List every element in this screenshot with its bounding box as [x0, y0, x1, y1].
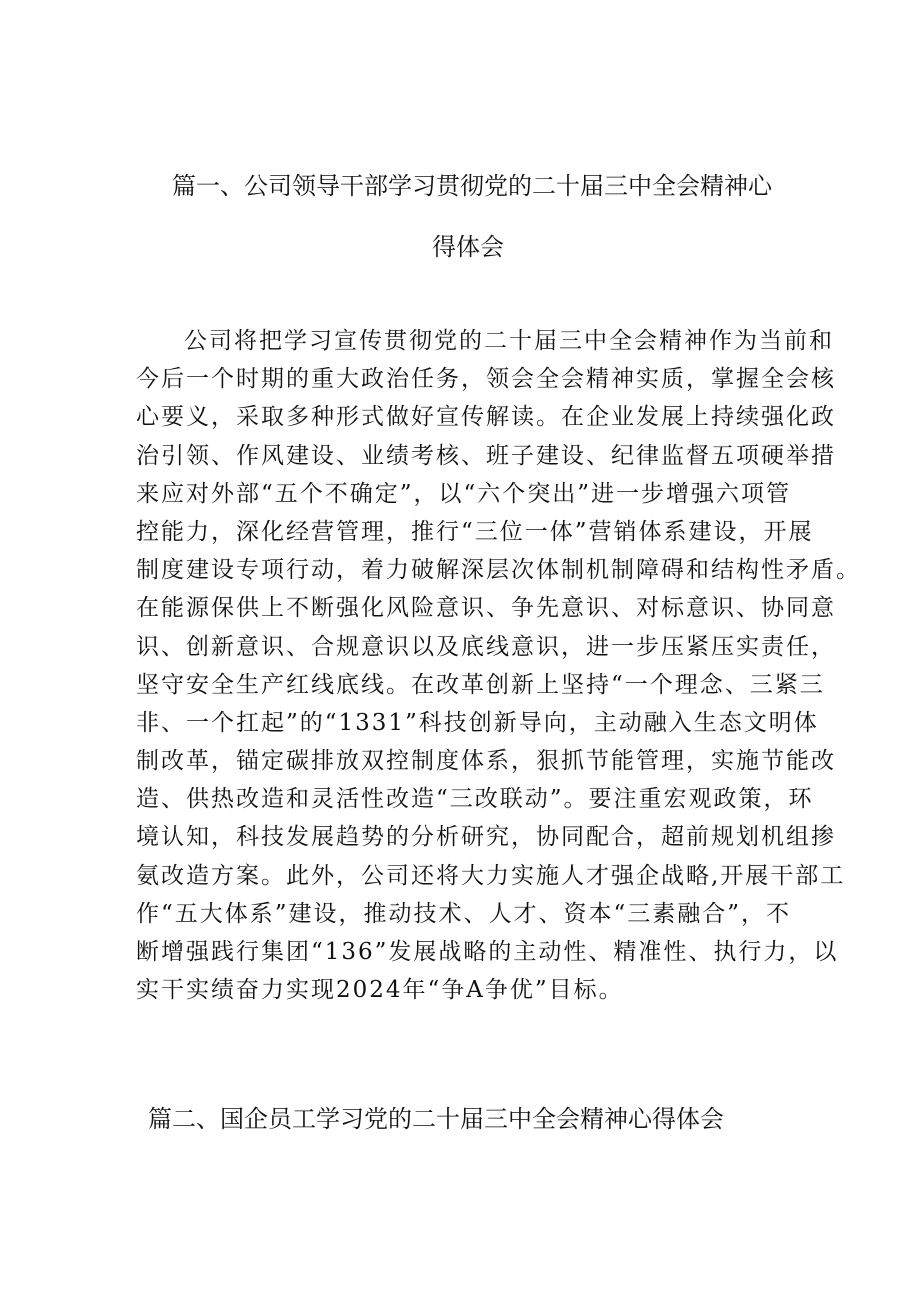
body-line: 心要义，采取多种形式做好宣传解读。在企业发展上持续强化政: [136, 404, 836, 431]
body-line: 公司将把学习宣传贯彻党的二十届三中全会精神作为当前和: [184, 328, 834, 354]
next-article-title: 篇二、国企员工学习党的二十届三中全会精神心得体会: [148, 1105, 724, 1133]
body-line: 氨改造方案。此外，公司还将大力实施人才强企战略,开展干部工: [136, 862, 846, 889]
body-line: 今后一个时期的重大政治任务，领会全会精神实质，掌握全会核: [136, 366, 836, 393]
body-line: 在能源保供上不断强化风险意识、争先意识、对标意识、协同意: [136, 595, 836, 622]
body-line: 控能力，深化经营管理，推行“三位一体”营销体系建设，开展: [136, 518, 814, 545]
body-line: 实干实绩奋力实现2024年“争A争优”目标。: [136, 977, 624, 1004]
body-line: 作“五大体系”建设，推动技术、人才、资本“三素融合”，不: [136, 900, 792, 927]
body-line: 制改革，锚定碳排放双控制度体系，狠抓节能管理，实施节能改: [136, 748, 836, 775]
body-line: 造、供热改造和灵活性改造“三改联动”。要注重宏观政策，环: [136, 786, 814, 813]
article-title-line-2: 得体会: [432, 233, 504, 261]
body-line: 制度建设专项行动，着力破解深层次体制机制障碍和结构性矛盾。: [136, 557, 861, 584]
body-line: 非、一个扛起”的“1331”科技创新导向，主动融入生态文明体: [136, 709, 819, 736]
article-title-line-1: 篇一、公司领导干部学习贯彻党的二十届三中全会精神心: [172, 172, 772, 200]
body-line: 治引领、作风建设、业绩考核、班子建设、纪律监督五项硬举措: [136, 442, 836, 469]
body-line: 识、创新意识、合规意识以及底线意识，进一步压紧压实责任，: [136, 633, 836, 660]
body-line: 境认知，科技发展趋势的分析研究，协同配合，超前规划机组掺: [136, 824, 836, 851]
body-line: 断增强践行集团“136”发展战略的主动性、精准性、执行力，以: [136, 939, 839, 965]
article-body: [136, 322, 861, 1009]
body-line: 坚守安全生产红线底线。在改革创新上坚持“一个理念、三紧三: [136, 671, 825, 698]
body-line: 来应对外部“五个不确定”，以“六个突出”进一步增强六项管: [136, 480, 792, 507]
